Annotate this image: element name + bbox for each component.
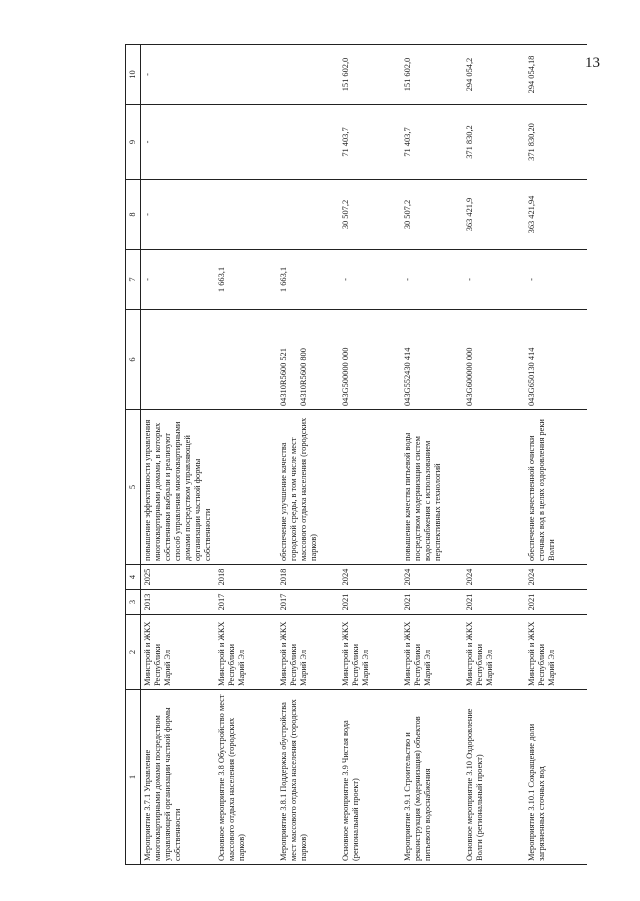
table-row <box>401 45 463 865</box>
table-row <box>215 45 277 865</box>
budget-code: 043G552430 414 <box>401 310 463 410</box>
value-col-10 <box>277 45 339 105</box>
value-col-9: 71 403,7 <box>401 105 463 180</box>
col-header: 7 <box>126 250 141 310</box>
value-col-10 <box>215 45 277 105</box>
expected-result: обеспечение улучшение качества городской среды, в том числе мест массового отдыха населения (городских парков) <box>277 410 339 565</box>
value-col-8 <box>277 180 339 250</box>
expected-result: повышение эффективности управления многоквартирными домами, в которых собственники выбрали и реализуют способ управления многоквартирными домами посредством управляющей организации частной формы собственности <box>141 410 216 565</box>
col-header: 8 <box>126 180 141 250</box>
start-year: 2021 <box>463 590 525 615</box>
col-header: 4 <box>126 565 141 590</box>
end-year: 2018 <box>215 565 277 590</box>
value-col-7: 1 663,1 <box>215 250 277 310</box>
budget-code: 043G650130 414 <box>525 310 587 410</box>
header-row <box>126 45 141 865</box>
value-col-7: - <box>141 250 216 310</box>
measure-name: Мероприятие 3.7.1 Управление многоквартирными домами посредством управляющей организации частной формы собственности <box>141 690 216 865</box>
executor: Минстрой и ЖКХ Республики Марий Эл <box>141 615 216 690</box>
value-col-9: 71 403,7 <box>339 105 401 180</box>
budget-code <box>215 310 277 410</box>
value-col-10: 294 054,18 <box>525 45 587 105</box>
executor: Минстрой и ЖКХ Республики Марий Эл <box>463 615 525 690</box>
value-col-9: 371 830,20 <box>525 105 587 180</box>
col-header: 1 <box>126 690 141 865</box>
col-header: 10 <box>126 45 141 105</box>
executor: Минстрой и ЖКХ Республики Марий Эл <box>277 615 339 690</box>
value-col-7: - <box>401 250 463 310</box>
table-row <box>141 45 216 865</box>
start-year: 2013 <box>141 590 216 615</box>
table-row <box>525 45 587 865</box>
value-col-8: 30 507,2 <box>339 180 401 250</box>
measure-name: Основное мероприятие 3.10 Оздоровление Волги (региональный проект) <box>463 690 525 865</box>
value-col-10: - <box>141 45 216 105</box>
start-year: 2021 <box>339 590 401 615</box>
page-number: 13 <box>585 55 600 71</box>
value-col-9 <box>277 105 339 180</box>
col-header: 2 <box>126 615 141 690</box>
budget-code <box>141 310 216 410</box>
end-year: 2024 <box>463 565 525 590</box>
end-year: 2024 <box>339 565 401 590</box>
start-year: 2017 <box>215 590 277 615</box>
program-table <box>125 44 587 865</box>
table-row <box>339 45 401 865</box>
end-year: 2025 <box>141 565 216 590</box>
executor: Минстрой и ЖКХ Республики Марий Эл <box>339 615 401 690</box>
value-col-8: 363 421,94 <box>525 180 587 250</box>
value-col-9 <box>215 105 277 180</box>
col-header: 3 <box>126 590 141 615</box>
measure-name: Мероприятие 3.10.1 Сокращение доли загрязненных сточных вод <box>525 690 587 865</box>
expected-result <box>339 410 401 565</box>
rotated-table-wrapper <box>125 45 556 865</box>
value-col-10: 294 054,2 <box>463 45 525 105</box>
table-row <box>463 45 525 865</box>
value-col-8 <box>215 180 277 250</box>
value-col-9: 371 830,2 <box>463 105 525 180</box>
executor: Минстрой и ЖКХ Республики Марий Эл <box>401 615 463 690</box>
table-row <box>277 45 339 865</box>
executor: Минстрой и ЖКХ Республики Марий Эл <box>525 615 587 690</box>
value-col-9: - <box>141 105 216 180</box>
value-col-8: - <box>141 180 216 250</box>
expected-result: обеспечение качественной очистки сточных вод в целях оздоровления реки Волги <box>525 410 587 565</box>
expected-result <box>463 410 525 565</box>
value-col-7: - <box>463 250 525 310</box>
value-col-8: 30 507,2 <box>401 180 463 250</box>
col-header: 9 <box>126 105 141 180</box>
budget-code: 04310R5600 521 04310R5600 800 <box>277 310 339 410</box>
value-col-10: 151 602,0 <box>339 45 401 105</box>
end-year: 2024 <box>401 565 463 590</box>
expected-result <box>215 410 277 565</box>
measure-name: Мероприятие 3.9.1 Строительство и реконструкция (модернизация) объектов питьевого водоснабжения <box>401 690 463 865</box>
value-col-7: - <box>339 250 401 310</box>
start-year: 2021 <box>401 590 463 615</box>
end-year: 2024 <box>525 565 587 590</box>
value-col-10: 151 602,0 <box>401 45 463 105</box>
col-header: 6 <box>126 310 141 410</box>
budget-code: 043G600000 000 <box>463 310 525 410</box>
value-col-7: 1 663,1 <box>277 250 339 310</box>
measure-name: Основное мероприятие 3.8 Обустройство мест массового отдыха населения (городских парков) <box>215 690 277 865</box>
measure-name: Основное мероприятие 3.9 Чистая вода (региональный проект) <box>339 690 401 865</box>
value-col-8: 363 421,9 <box>463 180 525 250</box>
end-year: 2018 <box>277 565 339 590</box>
start-year: 2017 <box>277 590 339 615</box>
budget-code: 043G500000 000 <box>339 310 401 410</box>
executor: Минстрой и ЖКХ Республики Марий Эл <box>215 615 277 690</box>
value-col-7: - <box>525 250 587 310</box>
expected-result: повышение качества питьевой воды посредством модернизации систем водоснабжения с использованием перспективных технологий <box>401 410 463 565</box>
start-year: 2021 <box>525 590 587 615</box>
measure-name: Мероприятие 3.8.1 Поддержка обустройства мест массового отдыха населения (городских парков) <box>277 690 339 865</box>
col-header: 5 <box>126 410 141 565</box>
